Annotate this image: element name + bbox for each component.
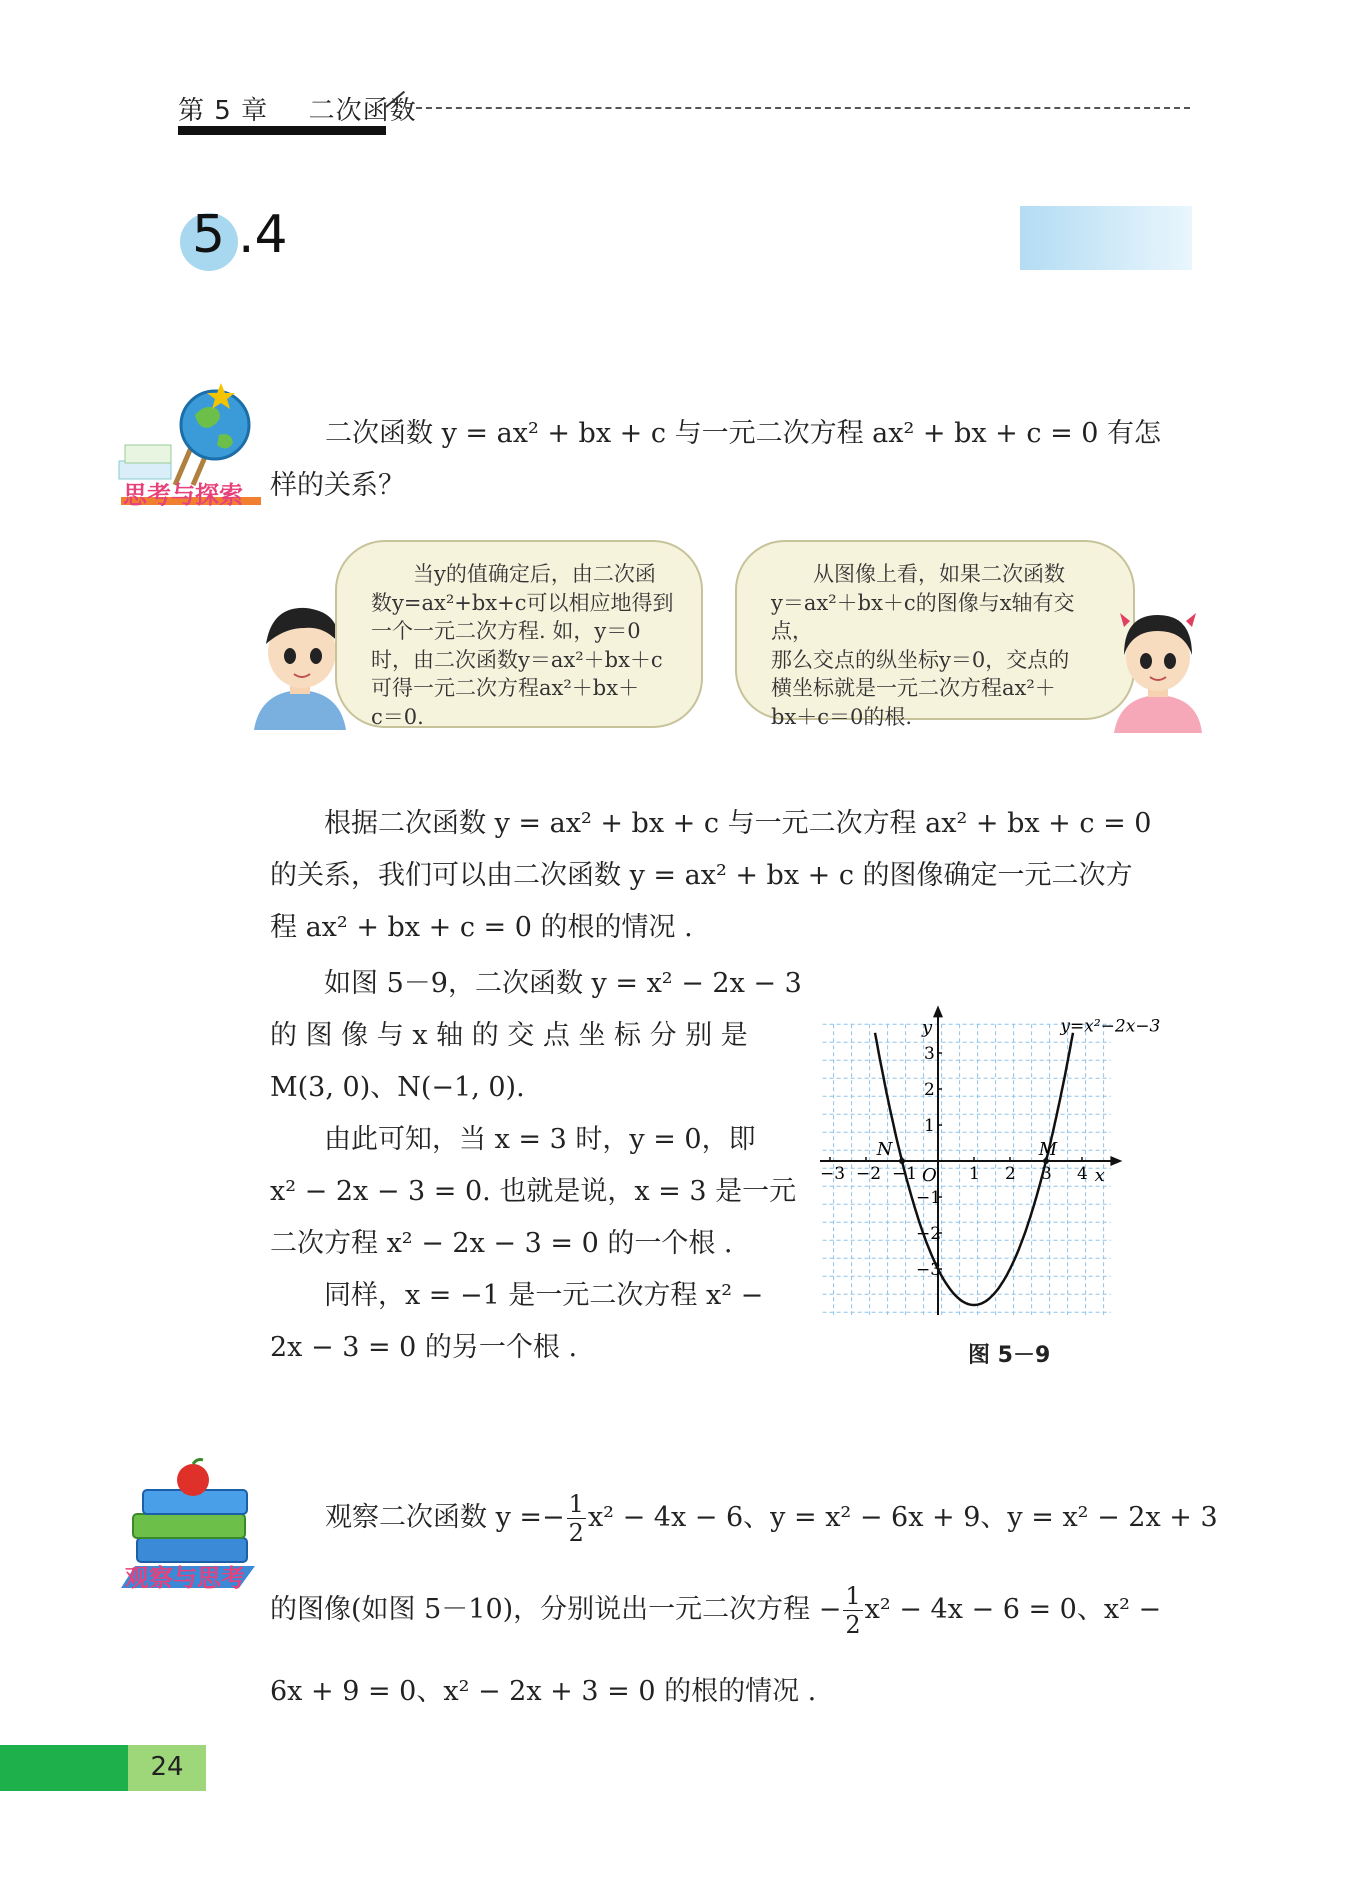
think-explore-question-line2: 样的关系？ [270,470,405,501]
fraction-one-half [567,1492,586,1545]
paragraph-line: 程 ax² + bx + c = 0 的根的情况 . [270,912,693,943]
page-number: 24 [150,1752,184,1782]
paragraph-line: 2x − 3 = 0 的另一个根 . [270,1332,578,1363]
x-tick-label: 1 [969,1164,980,1184]
observe-line-1 [325,1492,1218,1545]
fraction-numerator: 1 [568,1490,584,1518]
girl-bubble-line: y＝ax²＋bx＋c的图像与x轴有交点， [771,590,1075,643]
boy-bubble-line: c＝0. [371,704,424,729]
x-tick-label: −1 [892,1164,918,1184]
x-tick-label: 3 [1041,1164,1052,1184]
paragraph-line: 的关系，我们可以由二次函数 y = ax² + bx + c 的图像确定一元二次方 [270,860,1133,891]
observe-line1-text-a: 观察二次函数 y =− [325,1502,565,1533]
origin-label: O [922,1165,937,1186]
paragraph-line: x² − 2x − 3 = 0. 也就是说，x = 3 是一元 [270,1176,797,1207]
header-bar [178,126,386,135]
point-m-label: M [1038,1139,1058,1160]
section-number-suffix: .4 [238,205,288,265]
x-tick-label: −3 [820,1164,846,1184]
paragraph-3 [270,1114,800,1270]
boy-bubble-line: 可得一元二次方程ax²＋bx＋ [371,676,640,700]
paragraph-1 [270,798,1195,954]
think-explore-question-line1: 二次函数 y = ax² + bx + c 与一元二次方程 ax² + bx + c = 0 有怎 [325,418,1162,449]
observe-think-label: 观察与思考 [125,1564,245,1592]
observe-line2-text-b: x² − 4x − 6 = 0、x² − [864,1594,1162,1625]
boy-bubble-line: 数y=ax²+bx+c可以相应地得到 [371,590,674,615]
chapter-number: 第 5 章 [178,96,269,126]
girl-bubble-line: 那么交点的纵坐标y＝0，交点的 [771,647,1070,672]
think-explore-label: 思考与探索 [123,481,243,509]
girl-bubble-line: bx＋c＝0的根. [771,704,913,729]
observe-think-badge [115,1458,265,1598]
paragraph-line: 同样，x = −1 是一元二次方程 x² − [324,1280,764,1311]
y-axis-label: y [922,1017,933,1039]
y-tick-label: −2 [916,1224,942,1244]
x-tick-label: 4 [1077,1164,1088,1184]
fraction-numerator: 1 [845,1582,861,1610]
girl-avatar [1108,605,1208,733]
think-explore-badge [115,375,265,515]
observe-line-3: 6x + 9 = 0、x² − 2x + 3 = 0 的根的情况 . [270,1676,817,1707]
paragraph-2 [270,958,800,1114]
fraction-denominator: 2 [568,1519,584,1547]
chapter-header [178,90,417,127]
observe-line1-text-b: x² − 4x − 6、y = x² − 6x + 9、y = x² − 2x + 3 [587,1502,1218,1533]
header-dashed-rule [406,107,1190,109]
x-axis-label: x [1094,1165,1105,1186]
y-tick-label: 2 [924,1080,935,1100]
paragraph-line: 根据二次函数 y = ax² + bx + c 与一元二次方程 ax² + bx + c = 0 [324,808,1152,839]
girl-bubble-line: 从图像上看，如果二次函数 [813,562,1065,586]
paragraph-line: 由此可知，当 x = 3 时，y = 0，即 [324,1124,756,1155]
paragraph-4 [270,1270,800,1374]
x-axis-arrow [1110,1156,1122,1166]
y-tick-label: 1 [924,1116,935,1136]
paragraph-line: M(3, 0)、N(−1, 0). [270,1072,525,1103]
observe-line-2 [270,1584,1161,1637]
x-tick-label: 2 [1005,1164,1016,1184]
paragraph-line: 二次方程 x² − 2x − 3 = 0 的一个根 . [270,1228,733,1259]
observe-line2-text-a: 的图像(如图 5－10)，分别说出一元二次方程 − [270,1594,842,1625]
y-axis-arrow [933,1005,943,1017]
y-tick-label: 3 [924,1044,935,1064]
figure-5-9-graph [820,985,1200,1315]
paragraph-line: 如图 5－9，二次函数 y = x² − 2x − 3 [324,968,802,999]
boy-bubble-line: 一个一元二次方程. 如，y＝0 [371,619,641,643]
section-number: 5 [192,205,226,265]
chapter-title: 二次函数 [308,96,417,126]
y-tick-label: −3 [916,1260,942,1280]
boy-bubble-line: 当y的值确定后，由二次函 [413,562,656,586]
girl-bubble-line: 横坐标就是一元二次方程ax²＋ [771,676,1056,700]
curve-label: y=x²−2x−3 [1060,1016,1161,1037]
point-n-label: N [876,1139,893,1160]
fraction-denominator: 2 [845,1611,861,1639]
boy-speech-bubble [335,540,703,728]
fraction-one-half [843,1584,862,1637]
paragraph-line: 的 图 像 与 x 轴 的 交 点 坐 标 分 别 是 [270,1020,748,1051]
page-number-bar [0,1745,128,1791]
figure-caption: 图 5－9 [968,1343,1051,1368]
x-tick-label: −2 [856,1164,882,1184]
y-tick-label: −1 [916,1188,942,1208]
girl-speech-bubble [735,540,1135,729]
section-title-band [1020,206,1192,270]
boy-bubble-line: 时，由二次函数y＝ax²＋bx＋c [371,647,663,672]
